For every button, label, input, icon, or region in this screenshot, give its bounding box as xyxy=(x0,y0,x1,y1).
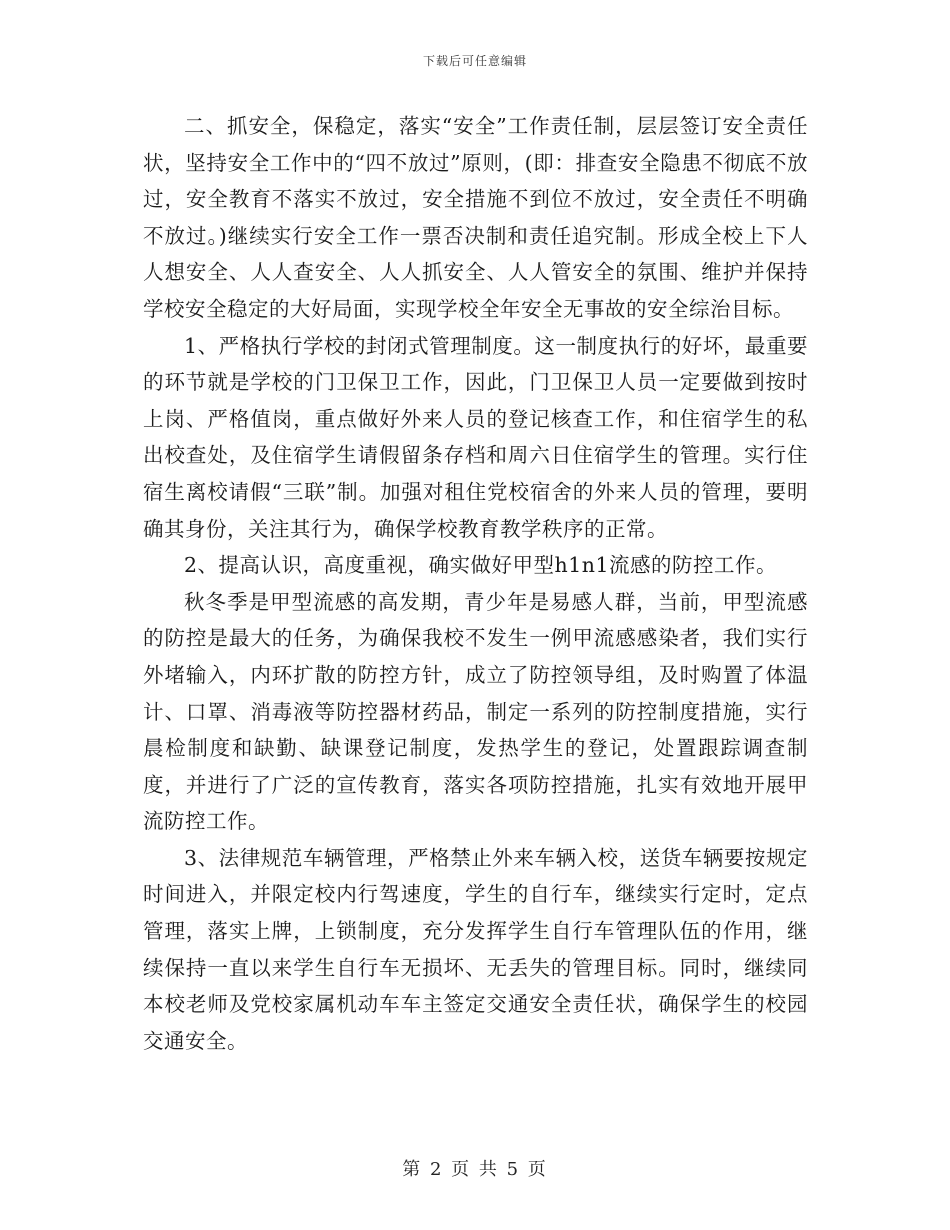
paragraph-closed-management: 1、严格执行学校的封闭式管理制度。这一制度执行的好坏，最重要的环节就是学校的门卫保卫工作，因此，门卫保卫人员一定要做到按时上岗、严格值岗，重点做好外来人员的登记核查工作，和住宿学生的私出校查处，及住宿学生请假留条存档和周六日住宿学生的管理。实行住宿生离校请假“三联”制。加强对租住党校宿舍的外来人员的管理，要明确其身份，关注其行为，确保学校教育教学秩序的正常。 xyxy=(143,333,808,541)
paragraph-vehicle-management: 3、法律规范车辆管理，严格禁止外来车辆入校，送货车辆要按规定时间进入，并限定校内行驾速度，学生的自行车，继续实行定时，定点管理，落实上牌，上锁制度，充分发挥学生自行车管理队伍的作用，继续保持一直以来学生自行车无损坏、无丢失的管理目标。同时，继续同本校老师及党校家属机动车车主签定交通安全责任状，确保学生的校园交通安全。 xyxy=(143,845,808,1053)
paragraph-h1n1-measures: 秋冬季是甲型流感的高发期，青少年是易感人群，当前，甲型流感的防控是最大的任务，为确保我校不发生一例甲流感感染者，我们实行外堵输入，内环扩散的防控方针，成立了防控领导组，及时购置了体温计、口罩、消毒液等防控器材药品，制定一系列的防控制度措施，实行晨检制度和缺勤、缺课登记制度，发热学生的登记，处置跟踪调查制度，并进行了广泛的宣传教育，落实各项防控措施，扎实有效地开展甲流防控工作。 xyxy=(143,589,808,834)
document-body xyxy=(143,108,808,1059)
page-header: 下载后可任意编辑 xyxy=(422,54,527,68)
paragraph-safety-responsibility: 二、抓安全，保稳定，落实“安全”工作责任制，层层签订安全责任状，坚持安全工作中的“四不放过”原则，(即：排查安全隐患不彻底不放过，安全教育不落实不放过，安全措施不到位不放过，安全责任不明确不放过。)继续实行安全工作一票否决制和责任追究制。形成全校上下人人想安全、人人查安全、人人抓安全、人人管安全的氛围、维护并保持学校安全稳定的大好局面，实现学校全年安全无事故的安全综治目标。 xyxy=(143,114,808,321)
page-number: 第 2 页 共 5 页 xyxy=(402,1159,548,1180)
paragraph-h1n1-heading: 2、提高认识，高度重视，确实做好甲型h1n1流感的防控工作。 xyxy=(184,553,778,578)
